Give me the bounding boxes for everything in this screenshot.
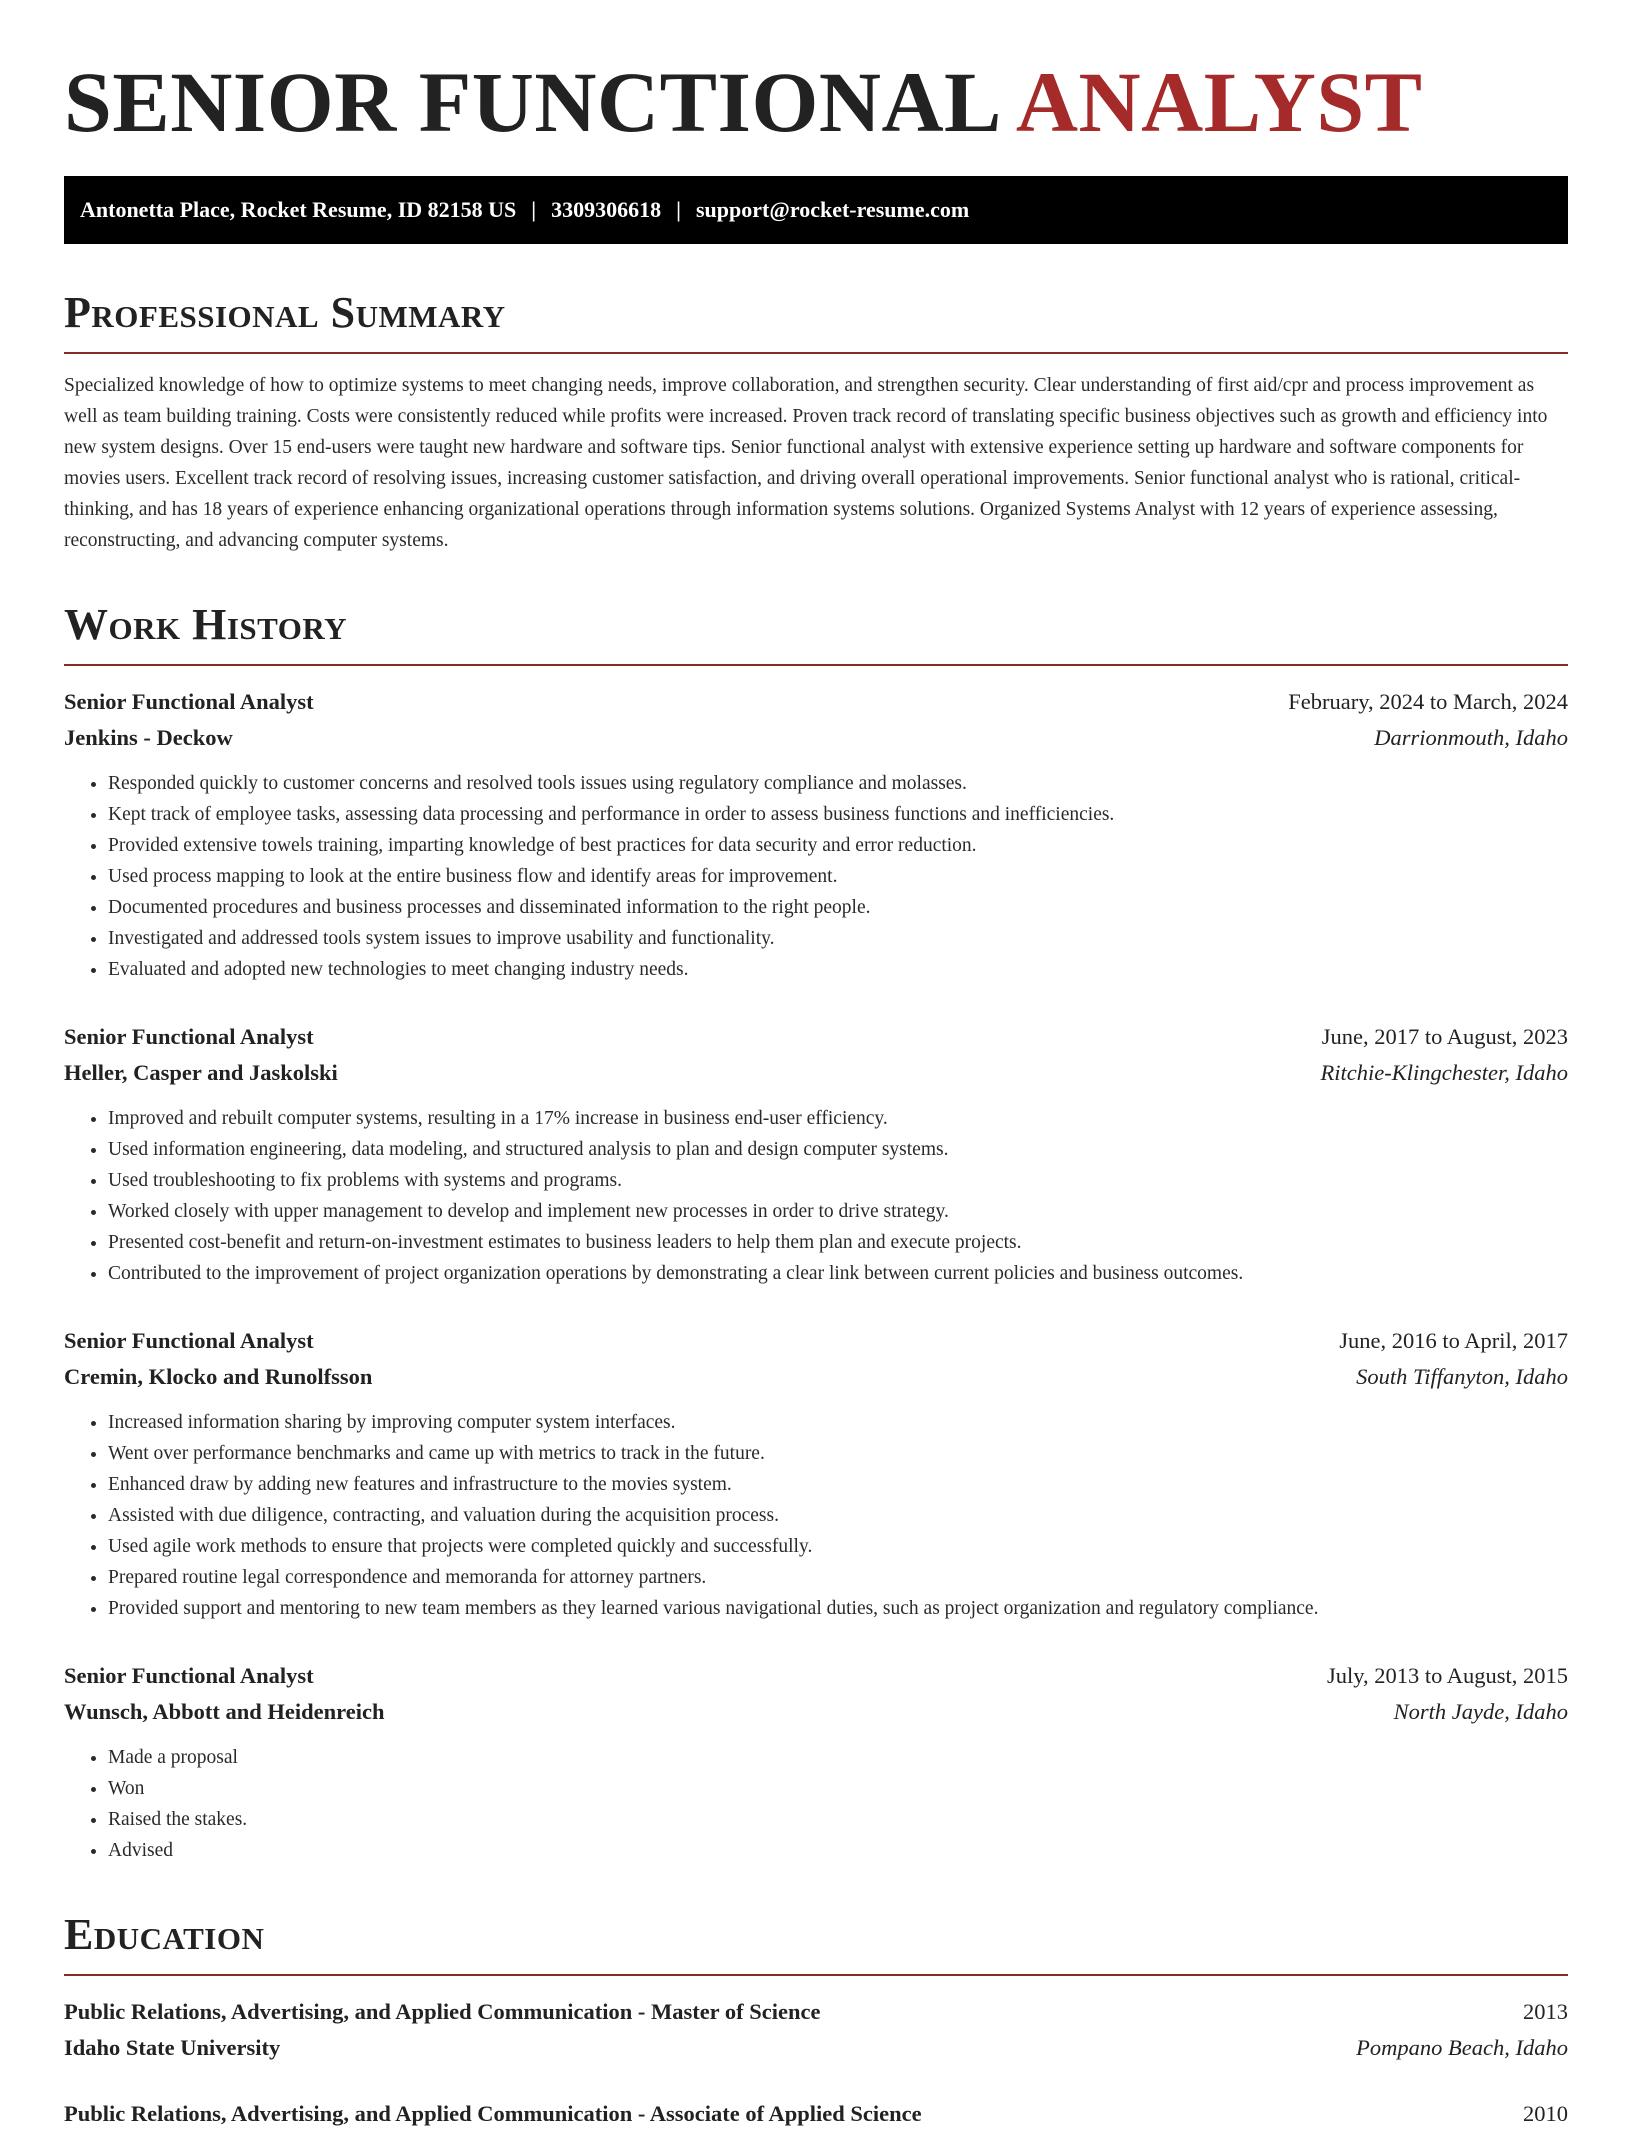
job-location: South Tiffanyton, Idaho (1356, 1364, 1568, 1389)
job-bullets (64, 1103, 1568, 1289)
job-dates: June, 2017 to August, 2023 (1321, 1024, 1568, 1049)
job-company: Heller, Casper and Jaskolski (64, 1060, 338, 1085)
education-degree-row (64, 2096, 1568, 2132)
job-bullet: • Advised (108, 1835, 1568, 1866)
job-company-row (64, 1694, 1568, 1730)
job-company-row (64, 1359, 1568, 1395)
summary-text: Specialized knowledge of how to optimize systems to meet changing needs, improve collaboration, and strengthen security. Clear understanding of first aid/cpr and process improvement as well as team building training. Costs were consistently reduced while profits were increased. Proven track record of translating specific business objectives such as growth and efficiency into new system designs. Over 15 end-users were taught new hardware and software tips. Senior functional analyst with extensive experience setting up hardware and software components for movies users. Excellent track record of resolving issues, increasing customer satisfaction, and driving overall operational improvements. Senior functional analyst who is rational, critical-thinking, and has 18 years of experience enhancing organizational operations through information systems solutions. Organized Systems Analyst with 12 years of experience assessing, reconstructing, and advancing computer systems. (64, 375, 1548, 551)
job-bullet: • Enhanced draw by adding new features and infrastructure to the movies system. (108, 1469, 1568, 1500)
job-bullet: • Prepared routine legal correspondence and memoranda for attorney partners. (108, 1562, 1568, 1593)
contact-separator: | (676, 197, 681, 222)
job-bullets (64, 1742, 1568, 1866)
job-header-row (64, 1658, 1568, 1694)
job-title: Senior Functional Analyst (64, 1024, 314, 1049)
job-company: Jenkins - Deckow (64, 725, 233, 750)
job-company-row (64, 1055, 1568, 1091)
job-title: Senior Functional Analyst (64, 689, 314, 714)
education-entry (64, 2096, 1568, 2132)
job-bullet: • Assisted with due diligence, contracting, and valuation during the acquisition process. (108, 1500, 1568, 1531)
job-bullets (64, 768, 1568, 985)
job-title: Senior Functional Analyst (64, 1328, 314, 1353)
job-bullet: • Went over performance benchmarks and came up with metrics to track in the future. (108, 1438, 1568, 1469)
education-degree: Public Relations, Advertising, and Applied Communication - Master of Science (64, 1999, 821, 2024)
education-year: 2013 (1523, 1999, 1568, 2024)
education-degree: Public Relations, Advertising, and Applied Communication - Associate of Applied Science (64, 2101, 922, 2126)
job-title: Senior Functional Analyst (64, 1663, 314, 1688)
work-history-heading: Work History (64, 600, 1568, 666)
education-location: Pompano Beach, Idaho (1356, 2035, 1568, 2060)
contact-phone: 3309306618 (551, 197, 662, 222)
job-dates: February, 2024 to March, 2024 (1288, 689, 1568, 714)
job-location: Darrionmouth, Idaho (1374, 725, 1568, 750)
resume-title (64, 52, 1568, 152)
title-main: SENIOR FUNCTIONAL (64, 54, 1002, 150)
education-entry (64, 1994, 1568, 2066)
job-bullet: • Evaluated and adopted new technologies to meet changing industry needs. (108, 954, 1568, 985)
job-bullet: • Responded quickly to customer concerns and resolved tools issues using regulatory compliance and molasses. (108, 768, 1568, 799)
job-bullet: • Made a proposal (108, 1742, 1568, 1773)
job-company: Cremin, Klocko and Runolfsson (64, 1364, 373, 1389)
job-dates: July, 2013 to August, 2015 (1326, 1663, 1568, 1688)
job-bullet: • Used information engineering, data modeling, and structured analysis to plan and design computer systems. (108, 1134, 1568, 1165)
contact-separator: | (531, 197, 537, 222)
job-bullet: • Increased information sharing by improving computer system interfaces. (108, 1407, 1568, 1438)
job-header-row (64, 1323, 1568, 1359)
job-header-row (64, 684, 1568, 720)
contact-bar (64, 176, 1568, 244)
job-header-row (64, 1019, 1568, 1055)
job-dates: June, 2016 to April, 2017 (1339, 1328, 1568, 1353)
contact-email: support@rocket-resume.com (696, 197, 970, 222)
education-school-row (64, 2030, 1568, 2066)
job-bullet: • Provided support and mentoring to new team members as they learned various navigational duties, such as project organization and regulatory compliance. (108, 1593, 1568, 1624)
education-heading: Education (64, 1910, 1568, 1976)
job-bullet: • Presented cost-benefit and return-on-investment estimates to business leaders to help them plan and execute projects. (108, 1227, 1568, 1258)
job-company-row (64, 720, 1568, 756)
job-bullet: • Improved and rebuilt computer systems, resulting in a 17% increase in business end-user efficiency. (108, 1103, 1568, 1134)
job-location: North Jayde, Idaho (1393, 1699, 1568, 1724)
summary-heading: Professional Summary (64, 288, 1568, 354)
job-bullet: • Used process mapping to look at the entire business flow and identify areas for improvement. (108, 861, 1568, 892)
job-bullet: • Won (108, 1773, 1568, 1804)
job-bullet: • Raised the stakes. (108, 1804, 1568, 1835)
job-entry (64, 1658, 1568, 1866)
job-location: Ritchie-Klingchester, Idaho (1320, 1060, 1568, 1085)
job-bullet: • Provided extensive towels training, imparting knowledge of best practices for data security and error reduction. (108, 830, 1568, 861)
job-bullet: • Investigated and addressed tools system issues to improve usability and functionality. (108, 923, 1568, 954)
education-school: Idaho State University (64, 2035, 281, 2060)
job-entry (64, 684, 1568, 985)
job-entry (64, 1019, 1568, 1289)
job-bullets (64, 1407, 1568, 1624)
job-bullet: • Used agile work methods to ensure that projects were completed quickly and successfully. (108, 1531, 1568, 1562)
job-bullet: • Kept track of employee tasks, assessing data processing and performance in order to assess business functions and inefficiencies. (108, 799, 1568, 830)
job-company: Wunsch, Abbott and Heidenreich (64, 1699, 385, 1724)
contact-address: Antonetta Place, Rocket Resume, ID 82158 US (80, 197, 517, 222)
job-bullet: • Documented procedures and business processes and disseminated information to the right people. (108, 892, 1568, 923)
job-bullet: • Contributed to the improvement of project organization operations by demonstrating a clear link between current policies and business outcomes. (108, 1258, 1568, 1289)
education-degree-row (64, 1994, 1568, 2030)
job-entry (64, 1323, 1568, 1624)
job-bullet: • Used troubleshooting to fix problems with systems and programs. (108, 1165, 1568, 1196)
education-year: 2010 (1523, 2101, 1568, 2126)
title-accent: ANALYST (1015, 54, 1423, 150)
job-bullet: • Worked closely with upper management to develop and implement new processes in order to drive strategy. (108, 1196, 1568, 1227)
